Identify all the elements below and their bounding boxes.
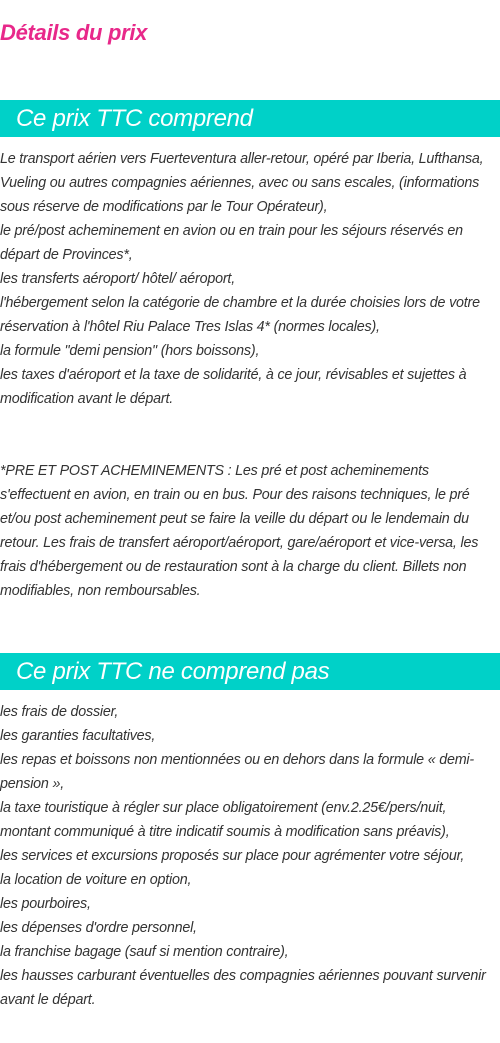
includes-list: [0, 147, 500, 411]
excludes-item: les services et excursions proposés sur place pour agrémenter votre séjour,: [0, 848, 465, 864]
excludes-item: les dépenses d'ordre personnel,: [0, 920, 197, 936]
excludes-item: la taxe touristique à régler sur place obligatoirement (env.2.25€/pers/nuit, montant communiqué à titre indicatif soumis à modification sans préavis),: [0, 800, 450, 840]
excludes-item: les hausses carburant éventuelles des compagnies aériennes pouvant survenir avant le départ.: [0, 968, 486, 1008]
includes-item: les taxes d'aéroport et la taxe de solidarité, à ce jour, révisables et sujettes à modification avant le départ.: [0, 367, 467, 407]
excludes-item: la franchise bagage (sauf si mention contraire),: [0, 944, 289, 960]
acheminement-note: *PRE ET POST ACHEMINEMENTS : Les pré et post acheminements s'effectuent en avion, en train ou en bus. Pour des raisons techniques, le pré et/ou post acheminement peut se faire la veille du départ ou le lendemain du retour. Les frais de transfert aéroport/aéroport, gare/aéroport et vice-versa, les frais d'hébergement ou de restauration sont à la charge du client. Billets non modifiables, non remboursables.: [0, 463, 479, 599]
includes-item: la formule "demi pension" (hors boissons),: [0, 343, 260, 359]
includes-heading: Ce prix TTC comprend: [0, 100, 500, 137]
excludes-heading: Ce prix TTC ne comprend pas: [0, 653, 500, 690]
excludes-item: la location de voiture en option,: [0, 872, 192, 888]
excludes-item: les repas et boissons non mentionnées ou en dehors dans la formule « demi-pension »,: [0, 752, 474, 792]
includes-item: les transferts aéroport/ hôtel/ aéroport,: [0, 271, 235, 287]
includes-item: l'hébergement selon la catégorie de chambre et la durée choisies lors de votre réservation à l'hôtel Riu Palace Tres Islas 4* (normes locales),: [0, 295, 480, 335]
includes-item: Le transport aérien vers Fuerteventura aller-retour, opéré par Iberia, Lufthansa, Vueling ou autres compagnies aériennes, avec ou sans escales, (informations sous réserve de modifications par le Tour Opérateur),: [0, 151, 484, 215]
excludes-list: [0, 700, 500, 1012]
excludes-item: les pourboires,: [0, 896, 91, 912]
includes-item: le pré/post acheminement en avion ou en train pour les séjours réservés en départ de Provinces*,: [0, 223, 463, 263]
excludes-item: les frais de dossier,: [0, 704, 119, 720]
page-title: Détails du prix: [0, 20, 148, 45]
excludes-item: les garanties facultatives,: [0, 728, 156, 744]
